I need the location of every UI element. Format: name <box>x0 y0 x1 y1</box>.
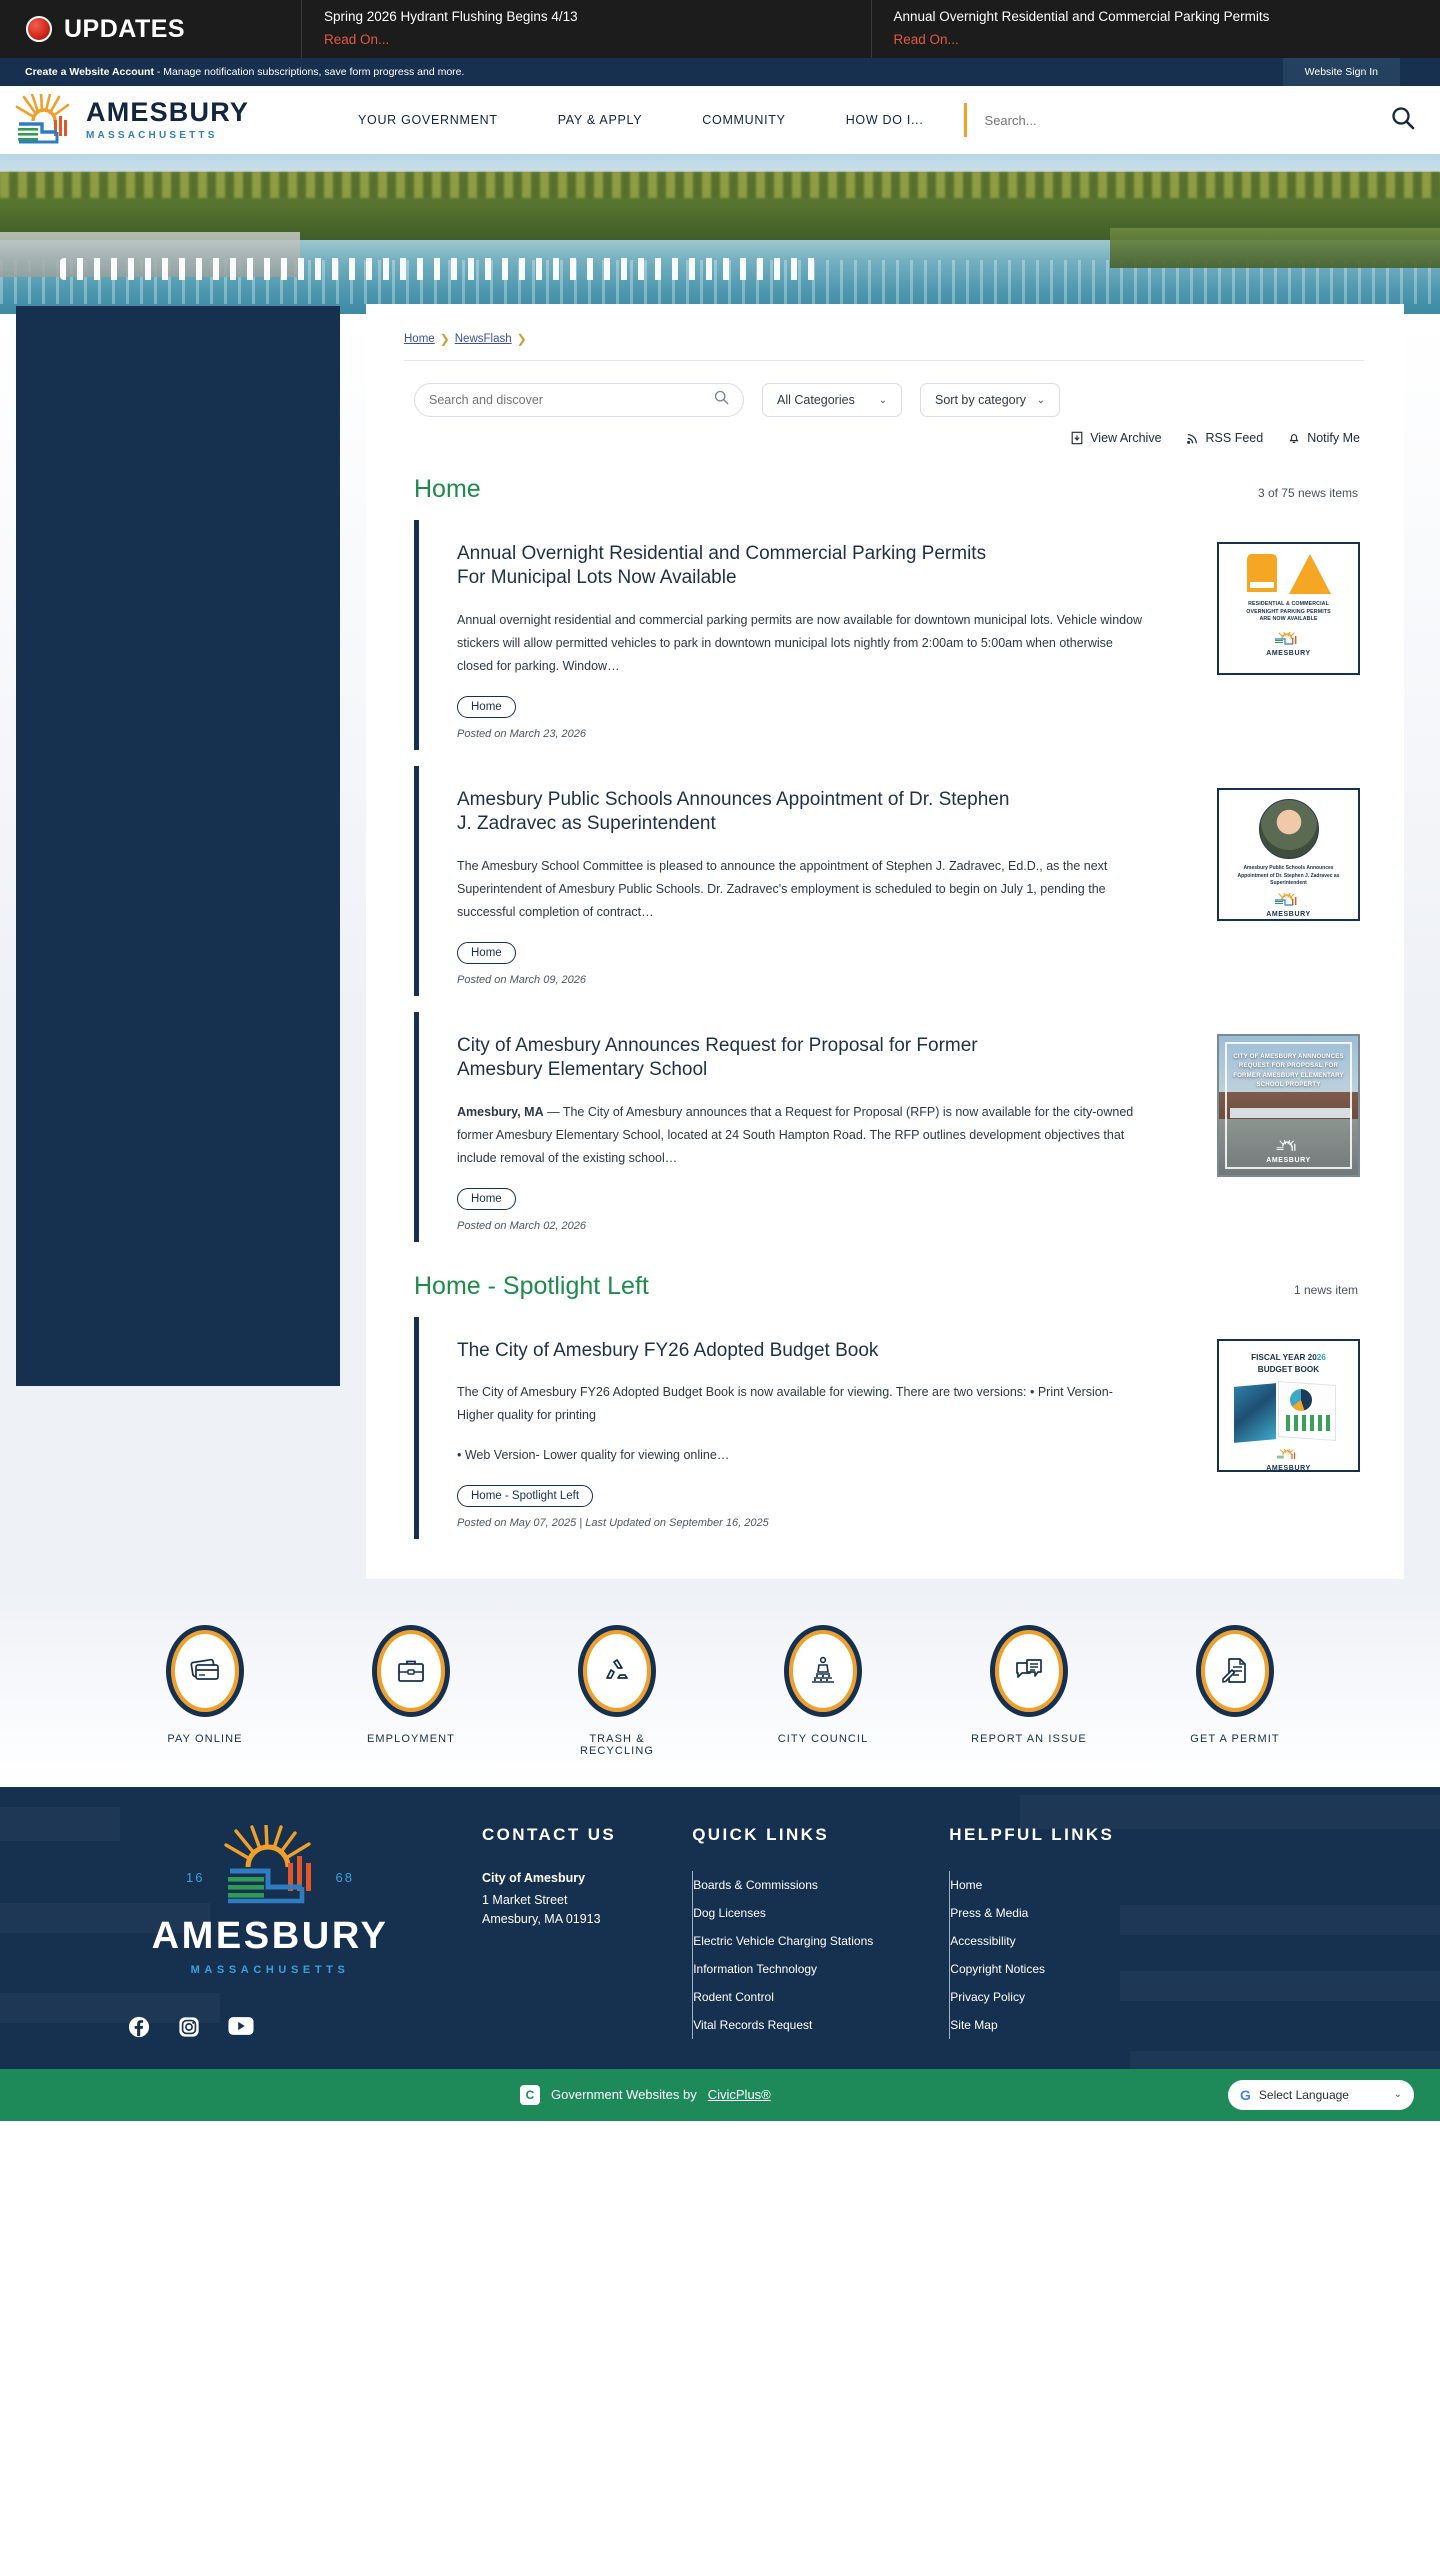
chevron-down-icon: ⌄ <box>878 394 887 406</box>
news-flash-content <box>366 304 1404 1579</box>
news-item-date: Posted on March 23, 2026 <box>457 728 587 740</box>
school-photo-thumbnail <box>1217 1034 1360 1177</box>
quicklink-circle <box>1196 1625 1274 1717</box>
news-category-pill[interactable]: Home <box>457 942 516 964</box>
quicklink-pay-online[interactable] <box>145 1625 265 1757</box>
helpful-links-list <box>949 1871 1114 2039</box>
update-title: Annual Overnight Residential and Commercial Parking Permits <box>893 9 1270 24</box>
news-search-input[interactable] <box>429 393 714 407</box>
news-item-date: Posted on March 02, 2026 <box>457 1220 587 1232</box>
news-item-thumbnail[interactable] <box>1217 1034 1360 1232</box>
breadcrumb <box>392 332 1364 346</box>
permit-badges <box>1224 549 1353 594</box>
residential-permit-badge-icon <box>1247 554 1277 592</box>
quicklink-circle <box>784 1625 862 1717</box>
list-item[interactable] <box>693 1927 873 1955</box>
news-item-main <box>441 1339 1197 1529</box>
list-item[interactable] <box>693 1983 873 2011</box>
thumbnail-caption: FISCAL YEAR 2026 BUDGET BOOK <box>1251 1353 1326 1374</box>
news-body-lead: Amesbury, MA <box>457 1104 544 1119</box>
facebook-icon[interactable] <box>128 2016 150 2043</box>
credit-card-icon <box>188 1656 222 1686</box>
footer-content <box>0 1825 1440 2043</box>
news-item <box>414 1317 1364 1539</box>
footer-quick-links-column <box>692 1825 873 2043</box>
list-item[interactable] <box>950 1955 1114 1983</box>
news-tools <box>392 417 1364 445</box>
footer-contact-column <box>482 1825 616 2043</box>
brand-subtitle: MASSACHUSETTS <box>86 130 218 141</box>
pie-chart-icon <box>1290 1389 1312 1411</box>
footer-brand-sub: MASSACHUSETTS <box>190 1963 350 1976</box>
nav-pay-apply[interactable]: PAY & APPLY <box>557 113 643 127</box>
permits-graphic <box>1224 549 1353 668</box>
list-item[interactable] <box>950 1899 1114 1927</box>
list-item[interactable] <box>950 1871 1114 1899</box>
search-icon[interactable] <box>1390 105 1416 136</box>
update-item[interactable] <box>872 0 1440 58</box>
footer-helpful-links-column <box>949 1825 1114 2043</box>
quick-link[interactable]: Electric Vehicle Charging Stations <box>693 1933 874 1948</box>
news-category-pill[interactable]: Home - Spotlight Left <box>457 1485 593 1507</box>
thumbnail-caption: Amesbury Public Schools Announces Appointment of Dr. Stephen J. Zadravec as Superintendent <box>1237 865 1340 886</box>
google-translate-icon: G <box>1240 2086 1251 2103</box>
rss-icon <box>1186 431 1200 445</box>
chevron-down-icon: ⌄ <box>1036 394 1045 406</box>
section-title: Home <box>414 475 481 503</box>
budget-book-illustration <box>1230 1381 1347 1443</box>
quick-links-list <box>692 1871 873 2039</box>
superintendent-graphic <box>1224 799 1353 918</box>
chevron-right-icon: ❯ <box>439 332 450 346</box>
news-item-main <box>441 542 1197 740</box>
list-item[interactable] <box>693 1871 873 1899</box>
quick-links-strip <box>0 1589 1440 1787</box>
thumbnail-frame <box>1217 1339 1360 1472</box>
news-item-date: Posted on May 07, 2025 | Last Updated on September 16, 2025 <box>457 1516 769 1529</box>
quicklink-employment[interactable] <box>351 1625 471 1757</box>
footer-decor-block <box>1020 1795 1440 1829</box>
rss-feed-button[interactable] <box>1186 431 1264 445</box>
contact-us-heading: CONTACT US <box>482 1824 617 1844</box>
bar-chart-icon <box>1286 1415 1330 1431</box>
amesbury-mini-logo-icon: AMESBURY <box>1266 1139 1311 1164</box>
create-account-link[interactable]: Create a Website Account <box>25 66 154 78</box>
briefcase-icon <box>395 1656 427 1686</box>
thumbnail-caption: CITY OF AMESBURY ANNNOUNCES REQUEST FOR PROPOSAL FOR FORMER AMESBURY ELEMENTARY SCHOOL PROPERTY <box>1233 1053 1344 1089</box>
quick-link[interactable]: Dog Licenses <box>693 1905 766 1920</box>
thumbnail-logo <box>1224 1447 1353 1472</box>
thumbnail-frame <box>1217 788 1360 921</box>
updates-label: UPDATES <box>64 14 186 43</box>
notify-me-button[interactable] <box>1287 431 1360 445</box>
list-item[interactable] <box>950 2011 1114 2039</box>
brand-name: AMESBURY <box>86 97 250 127</box>
nav-divider <box>964 103 967 137</box>
nav-how-do-i[interactable]: HOW DO I... <box>845 113 924 127</box>
quicklink-report-an-issue[interactable] <box>969 1625 1089 1757</box>
read-on-link[interactable]: Read On... <box>893 32 959 48</box>
create-account-text <box>0 58 464 86</box>
news-item-body: The Amesbury School Committee is pleased to announce the appointment of Stephen J. Zadravec, Ed.D., as the next Superintendent of Amesbury Public Schools. Dr. Zadravec's employment is scheduled to begin on July 1, pending the successful completion of contract… <box>457 858 1108 919</box>
page-layout <box>0 314 1440 1579</box>
left-sidebar-panel <box>16 306 340 1386</box>
thumbnail-caption: RESIDENTIAL & COMMERCIAL OVERNIGHT PARKING PERMITS ARE NOW AVAILABLE <box>1246 601 1331 623</box>
header-search[interactable] <box>985 105 1416 136</box>
helpful-link[interactable]: Home <box>950 1877 983 1892</box>
news-body-p2: • Web Version- Lower quality for viewing online… <box>457 1447 730 1462</box>
language-selector[interactable] <box>1228 2080 1414 2110</box>
civicplus-credit <box>520 2085 771 2105</box>
bell-icon <box>1287 431 1301 445</box>
book-right-page <box>1278 1381 1336 1441</box>
news-item-title[interactable]: Annual Overnight Residential and Commercial Parking Permits For Municipal Lots Now Available <box>457 543 987 589</box>
helpful-link[interactable]: Press & Media <box>950 1905 1029 1920</box>
quick-link[interactable]: Vital Records Request <box>693 2017 813 2032</box>
sort-select-value: Sort by category <box>935 393 1027 407</box>
founded-year-right: 68 <box>335 1869 354 1885</box>
section-header-home <box>392 445 1364 504</box>
thumbnail-frame <box>1217 542 1360 675</box>
account-tagline: - Manage notification subscriptions, save form progress and more. <box>153 66 465 78</box>
view-archive-label: View Archive <box>1090 431 1162 445</box>
news-item-title[interactable]: The City of Amesbury FY26 Adopted Budget Book <box>457 1340 879 1361</box>
quicklink-get-a-permit[interactable] <box>1175 1625 1295 1757</box>
contact-city: Amesbury, MA 01913 <box>482 1912 601 1927</box>
update-title: Spring 2026 Hydrant Flushing Begins 4/13 <box>324 9 578 24</box>
amesbury-footer-logo-icon <box>186 1825 354 1907</box>
recycle-icon <box>602 1656 632 1686</box>
instagram-icon[interactable] <box>178 2016 200 2043</box>
quick-links-heading: QUICK LINKS <box>692 1824 830 1844</box>
quicklink-city-council[interactable] <box>763 1625 883 1757</box>
civicplus-logo-icon: C <box>520 2085 540 2105</box>
amesbury-mini-logo-icon: AMESBURY <box>1266 893 1311 918</box>
hero-shore-right <box>1110 228 1440 268</box>
updates-logo <box>0 0 302 58</box>
filter-row <box>392 361 1364 417</box>
list-item[interactable] <box>693 2011 873 2039</box>
news-item-date: Posted on March 09, 2026 <box>457 974 587 986</box>
thumbnail-logo <box>1224 632 1353 660</box>
news-category-pill[interactable]: Home <box>457 696 516 718</box>
chevron-right-icon: ❯ <box>516 332 527 346</box>
news-item-main <box>441 1034 1197 1232</box>
youtube-icon[interactable] <box>228 2016 254 2043</box>
quicklink-label: EMPLOYMENT <box>366 1732 455 1745</box>
portrait-photo <box>1259 799 1319 859</box>
quicklink-trash-recycling[interactable] <box>557 1625 677 1757</box>
news-item <box>414 766 1364 996</box>
language-selected-value: Select Language <box>1258 2087 1349 2102</box>
category-select-value: All Categories <box>777 393 855 407</box>
hero-banner-image <box>0 154 1440 314</box>
quicklink-label: TRASH & RECYCLING <box>579 1732 655 1757</box>
contact-street: 1 Market Street <box>482 1892 568 1907</box>
civicplus-link[interactable]: CivicPlus® <box>707 2087 771 2103</box>
founded-year-left: 16 <box>186 1869 205 1885</box>
hero-boats <box>60 258 820 280</box>
news-body-p1: The City of Amesbury FY26 Adopted Budget Book is now available for viewing. There are two versions: • Print Version- Higher quality for printing <box>457 1385 1113 1423</box>
read-on-link[interactable]: Read On... <box>324 32 390 48</box>
speech-bubbles-icon <box>1013 1656 1045 1686</box>
section-count: 3 of 75 news items <box>1257 486 1358 500</box>
quick-link[interactable]: Rodent Control <box>693 1989 774 2004</box>
update-item[interactable] <box>302 0 872 58</box>
thumbnail-logo <box>1224 893 1353 921</box>
news-item-body <box>457 1101 1147 1170</box>
news-item-main <box>441 788 1197 986</box>
news-category-pill[interactable]: Home <box>457 1188 516 1210</box>
view-archive-button[interactable] <box>1070 431 1161 445</box>
account-bar <box>0 58 1440 86</box>
quicklink-circle <box>578 1625 656 1717</box>
section-header-spotlight <box>392 1242 1364 1301</box>
website-sign-in-button[interactable]: Website Sign In <box>1283 58 1400 86</box>
alert-dot-icon <box>26 16 52 42</box>
nav-community[interactable]: COMMUNITY <box>702 113 786 127</box>
news-item-title[interactable]: Amesbury Public Schools Announces Appointment of Dr. Stephen J. Zadravec as Superintendent <box>457 789 1010 835</box>
list-item[interactable] <box>693 1899 873 1927</box>
podium-icon <box>808 1655 838 1687</box>
news-item-body: Annual overnight residential and commercial parking permits are now available for downtown municipal lots. Vehicle window stickers will allow permitted vehicles to park in downtown municipal lots nightly from 2:00am to 5:00am when otherwise closed for parking. Window… <box>457 612 1143 673</box>
document-pencil-icon <box>1220 1655 1250 1687</box>
amesbury-mini-logo-icon: AMESBURY <box>1266 632 1311 657</box>
section-count: 1 news item <box>1293 1283 1358 1297</box>
helpful-link[interactable]: Privacy Policy <box>950 1989 1025 2004</box>
news-item <box>414 520 1364 750</box>
quicklink-circle <box>372 1625 450 1717</box>
contact-name: City of Amesbury <box>482 1870 586 1885</box>
chevron-down-icon: ⌄ <box>1393 2089 1402 2101</box>
updates-alert-bar <box>0 0 1440 58</box>
news-item <box>414 1012 1364 1242</box>
amesbury-sun-logo-icon <box>14 94 76 146</box>
quicklink-circle <box>990 1625 1068 1717</box>
section-title: Home - Spotlight Left <box>414 1272 649 1300</box>
notify-me-label: Notify Me <box>1307 431 1360 445</box>
news-item-thumbnail[interactable] <box>1217 542 1360 740</box>
footer-brand <box>120 1825 420 2043</box>
budget-book-graphic <box>1224 1352 1353 1471</box>
helpful-link[interactable]: Accessibility <box>950 1933 1016 1948</box>
news-item-thumbnail[interactable] <box>1217 788 1360 986</box>
quicklink-label: REPORT AN ISSUE <box>971 1732 1087 1745</box>
news-item-title[interactable]: City of Amesbury Announces Request for Proposal for Former Amesbury Elementary School <box>457 1035 978 1081</box>
footer-decor-block <box>1130 2051 1440 2069</box>
news-search-box[interactable] <box>414 383 744 417</box>
list-item[interactable] <box>950 1927 1114 1955</box>
brand-text <box>86 99 249 141</box>
social-links <box>120 2016 420 2043</box>
search-icon[interactable] <box>714 390 729 410</box>
site-header <box>0 86 1440 154</box>
quicklink-label: CITY COUNCIL <box>777 1732 869 1745</box>
amesbury-mini-logo-icon: AMESBURY <box>1266 1447 1311 1472</box>
breadcrumb-newsflash[interactable]: NewsFlash <box>454 333 512 345</box>
main-navigation <box>314 103 1416 137</box>
quicklink-label: GET A PERMIT <box>1190 1732 1280 1745</box>
quick-link[interactable]: Boards & Commissions <box>693 1877 818 1892</box>
list-item[interactable] <box>950 1983 1114 2011</box>
quicklink-circle <box>166 1625 244 1717</box>
header-search-input[interactable] <box>985 113 1380 128</box>
rss-feed-label: RSS Feed <box>1205 431 1264 445</box>
list-item[interactable] <box>693 1955 873 1983</box>
bottom-bar <box>0 2069 1440 2121</box>
helpful-links-heading: HELPFUL LINKS <box>949 1824 1115 1844</box>
book-left-page <box>1234 1383 1276 1443</box>
helpful-link[interactable]: Site Map <box>950 2017 998 2032</box>
helpful-link[interactable]: Copyright Notices <box>950 1961 1045 1976</box>
nav-your-government[interactable]: YOUR GOVERNMENT <box>358 113 498 127</box>
quicklink-label: PAY ONLINE <box>167 1732 243 1745</box>
sort-select[interactable] <box>920 383 1060 417</box>
footer-brand-name: AMESBURY <box>151 1914 389 1957</box>
news-item-thumbnail[interactable] <box>1217 1339 1360 1529</box>
page-body <box>0 314 1440 1589</box>
site-logo[interactable] <box>14 94 314 146</box>
breadcrumb-home[interactable]: Home <box>404 333 435 345</box>
quick-link[interactable]: Information Technology <box>693 1961 818 1976</box>
thumbnail-logo <box>1219 1139 1358 1167</box>
commercial-permit-badge-icon <box>1289 554 1331 594</box>
news-item-body <box>457 1381 1147 1466</box>
archive-icon <box>1070 431 1084 445</box>
civicplus-text: Government Websites by <box>551 2087 697 2103</box>
site-footer <box>0 1787 1440 2069</box>
category-select[interactable] <box>762 383 902 417</box>
news-body-rest: — The City of Amesbury announces that a Request for Proposal (RFP) is now available for the city-owned former Amesbury Elementary School, located at 24 South Hampton Road. The RFP outlines development objectives that include removal of the existing school… <box>457 1104 1134 1165</box>
